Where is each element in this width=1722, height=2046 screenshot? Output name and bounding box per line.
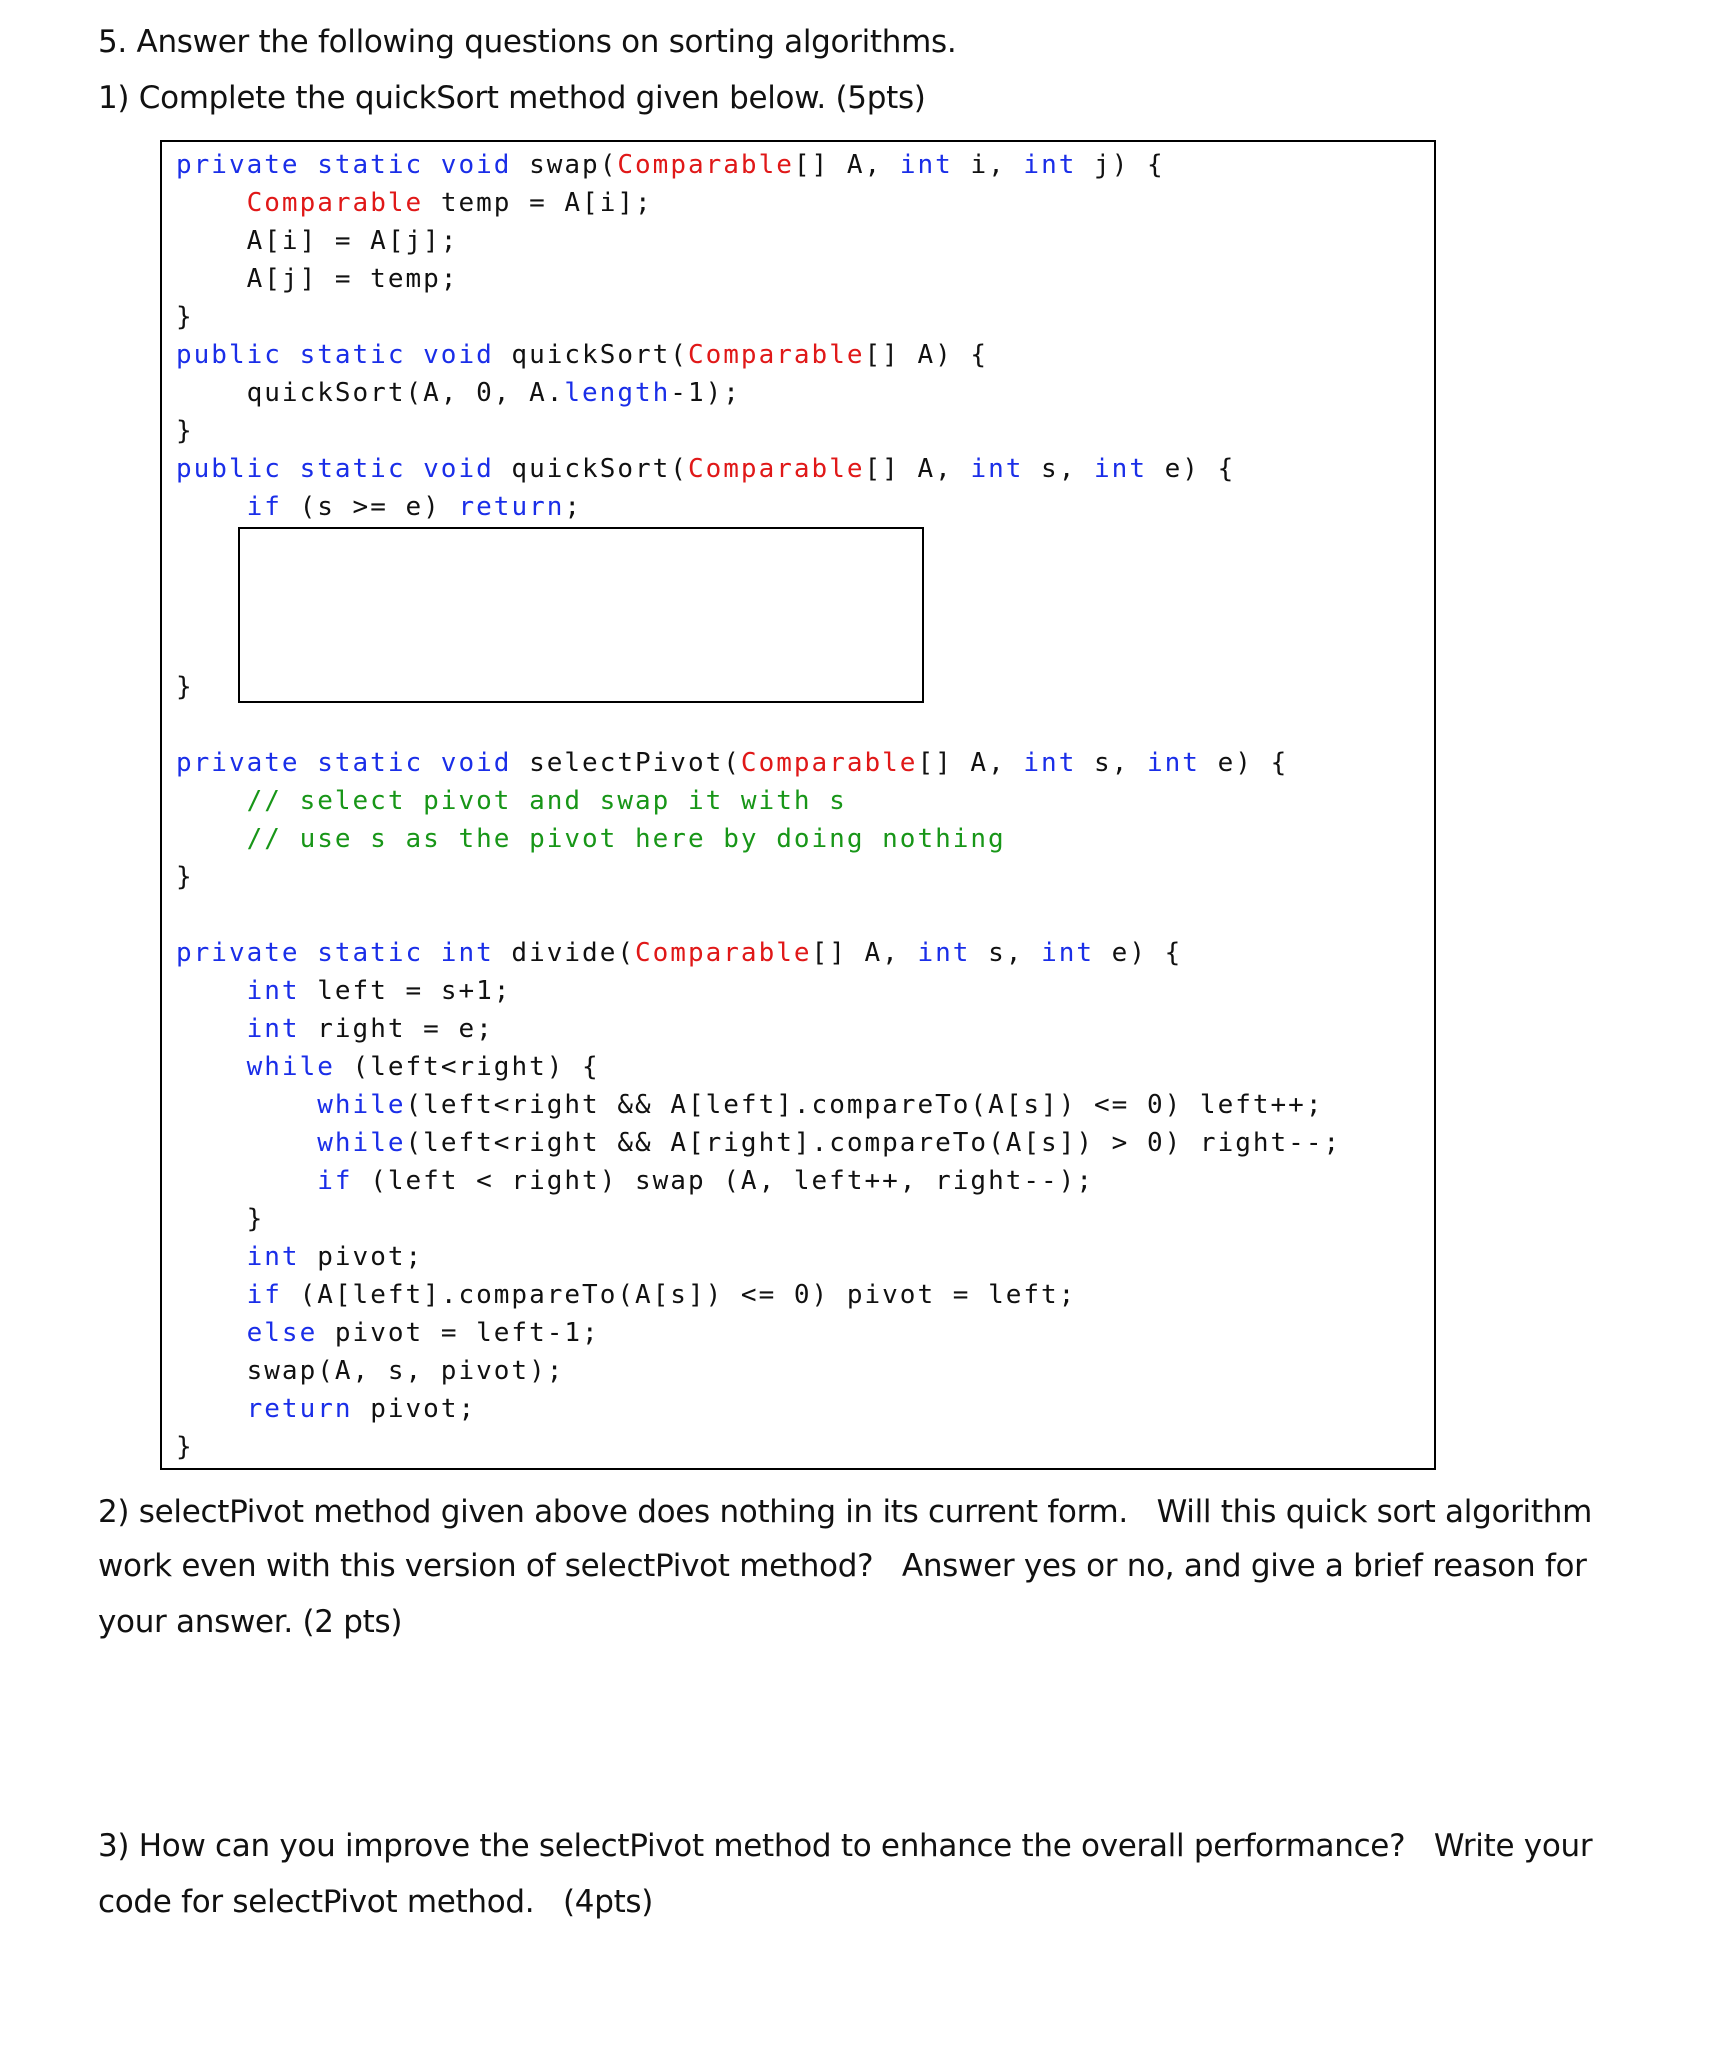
code-token: ;	[564, 492, 583, 522]
code-token: int	[917, 938, 971, 968]
code-token: [] A,	[917, 748, 1024, 778]
question-3-line: code for selectPivot method. (4pts)	[98, 1884, 654, 1920]
code-token: Comparable	[687, 340, 865, 370]
code-line	[176, 862, 194, 898]
code-line	[176, 938, 1182, 974]
code-token: s,	[970, 938, 1042, 968]
code-line	[176, 1242, 423, 1278]
code-token: }	[176, 1432, 194, 1462]
code-token: private static void	[176, 150, 530, 180]
code-token: }	[176, 1204, 265, 1234]
code-token: A[j] = temp;	[176, 264, 459, 294]
code-token: if	[317, 1166, 353, 1196]
code-token: }	[176, 672, 194, 702]
code-token: private static int	[176, 938, 512, 968]
code-token: Comparable	[687, 454, 865, 484]
code-line	[176, 264, 458, 300]
code-token: [] A,	[793, 150, 900, 180]
code-token: (A[left].compareTo(A[s]) <= 0) pivot = left;	[281, 1280, 1077, 1310]
code-line	[176, 748, 1288, 784]
code-token: selectPivot(	[529, 748, 741, 778]
code-token: else	[246, 1318, 318, 1348]
code-token: e) {	[1147, 454, 1236, 484]
code-token: A[i] = A[j];	[176, 226, 459, 256]
code-listing-box	[160, 140, 1436, 1470]
code-token	[176, 1242, 247, 1272]
code-token: int	[246, 976, 300, 1006]
code-token: int	[1041, 938, 1095, 968]
code-line	[176, 378, 741, 414]
code-token: int	[246, 1242, 300, 1272]
code-token: i,	[952, 150, 1024, 180]
code-token: }	[176, 302, 194, 332]
code-token: }	[176, 862, 194, 892]
code-token: if	[246, 1280, 282, 1310]
code-token: quickSort(A, 0, A.	[176, 378, 565, 408]
code-line	[176, 1356, 564, 1392]
code-token: j) {	[1076, 150, 1165, 180]
code-token: // select pivot and swap it with s	[176, 786, 847, 816]
code-line	[176, 1318, 600, 1354]
code-line	[176, 1166, 1094, 1202]
code-line	[176, 1394, 476, 1430]
code-token: quickSort(	[511, 340, 688, 370]
code-token	[176, 1394, 247, 1424]
code-line	[176, 302, 194, 338]
code-line	[176, 786, 847, 822]
code-token: e) {	[1199, 748, 1289, 778]
code-line	[176, 340, 988, 376]
code-token: -1);	[670, 378, 741, 408]
code-token: Comparable	[740, 748, 918, 778]
code-token: (s >= e)	[281, 492, 459, 522]
code-token: int	[1023, 150, 1077, 180]
code-token: [] A,	[864, 454, 971, 484]
code-token: while	[317, 1090, 406, 1120]
code-line	[176, 226, 458, 262]
code-token: temp = A[i];	[423, 188, 653, 218]
question-1-prompt: 1) Complete the quickSort method given below. (5pts)	[98, 80, 926, 116]
code-token: int	[1023, 748, 1077, 778]
code-line	[176, 1090, 1324, 1126]
code-line	[176, 672, 194, 708]
code-token	[176, 1090, 317, 1120]
question-2-line: your answer. (2 pts)	[98, 1604, 403, 1640]
code-token	[176, 1166, 317, 1196]
code-token	[176, 1318, 247, 1348]
code-line	[176, 1204, 264, 1240]
code-token	[176, 1052, 247, 1082]
code-line	[176, 1432, 194, 1468]
code-token: pivot = left-1;	[317, 1318, 600, 1348]
code-token: [] A) {	[864, 340, 989, 370]
code-line	[176, 1128, 1341, 1164]
code-token: // use s as the pivot here by doing nothing	[176, 824, 1006, 854]
code-token: (left<right && A[right].compareTo(A[s]) > 0) right--;	[405, 1128, 1342, 1158]
code-token: Comparable	[635, 938, 812, 968]
code-line	[176, 416, 194, 452]
code-token: int	[899, 150, 953, 180]
code-token	[176, 1280, 247, 1310]
code-token: Comparable	[246, 188, 424, 218]
code-token: private static void	[176, 748, 530, 778]
code-token: int	[1146, 748, 1200, 778]
code-token: length	[564, 378, 671, 408]
code-token: s,	[1076, 748, 1147, 778]
code-token	[176, 1128, 317, 1158]
code-token: (left < right) swap (A, left++, right--);	[352, 1166, 1094, 1196]
code-token: left = s+1;	[299, 976, 512, 1006]
code-line	[176, 492, 582, 528]
code-token: int	[970, 454, 1024, 484]
question-3-line: 3) How can you improve the selectPivot method to enhance the overall performance? Write your	[98, 1828, 1593, 1864]
question-heading: 5. Answer the following questions on sorting algorithms.	[98, 24, 957, 60]
question-2-line: 2) selectPivot method given above does nothing in its current form. Will this quick sort algorithm	[98, 1494, 1592, 1530]
code-token	[176, 188, 247, 218]
code-token: return	[246, 1394, 353, 1424]
code-line	[176, 454, 1235, 490]
code-token: [] A,	[811, 938, 918, 968]
code-token: }	[176, 416, 194, 446]
code-token	[176, 1014, 247, 1044]
code-token: (left<right && A[left].compareTo(A[s]) <= 0) left++;	[405, 1090, 1324, 1120]
code-token: int	[1094, 454, 1147, 484]
code-token: quickSort(	[511, 454, 688, 484]
code-token: e) {	[1094, 938, 1183, 968]
question-2-line: work even with this version of selectPivot method? Answer yes or no, and give a brief reason for	[98, 1548, 1587, 1584]
code-token: public static void	[176, 340, 512, 370]
code-line	[176, 976, 511, 1012]
answer-blank-box[interactable]	[238, 527, 924, 703]
code-line	[176, 1052, 600, 1088]
code-token: s,	[1023, 454, 1095, 484]
code-token: divide(	[511, 938, 635, 968]
code-token: while	[246, 1052, 335, 1082]
code-token	[176, 492, 247, 522]
code-line	[176, 188, 653, 224]
code-token: pivot;	[352, 1394, 477, 1424]
code-token: while	[317, 1128, 406, 1158]
code-token: (left<right) {	[334, 1052, 600, 1082]
code-token	[176, 976, 247, 1006]
code-token: swap(	[529, 150, 618, 180]
code-token: right = e;	[299, 1014, 494, 1044]
code-token: swap(A, s, pivot);	[176, 1356, 565, 1386]
code-token: return	[458, 492, 565, 522]
code-token: pivot;	[299, 1242, 424, 1272]
code-line	[176, 824, 1006, 860]
code-line	[176, 150, 1165, 186]
code-token: public static void	[176, 454, 512, 484]
code-token: Comparable	[617, 150, 794, 180]
code-line	[176, 1014, 494, 1050]
code-line	[176, 1280, 1076, 1316]
code-token: int	[246, 1014, 300, 1044]
code-token: if	[246, 492, 282, 522]
